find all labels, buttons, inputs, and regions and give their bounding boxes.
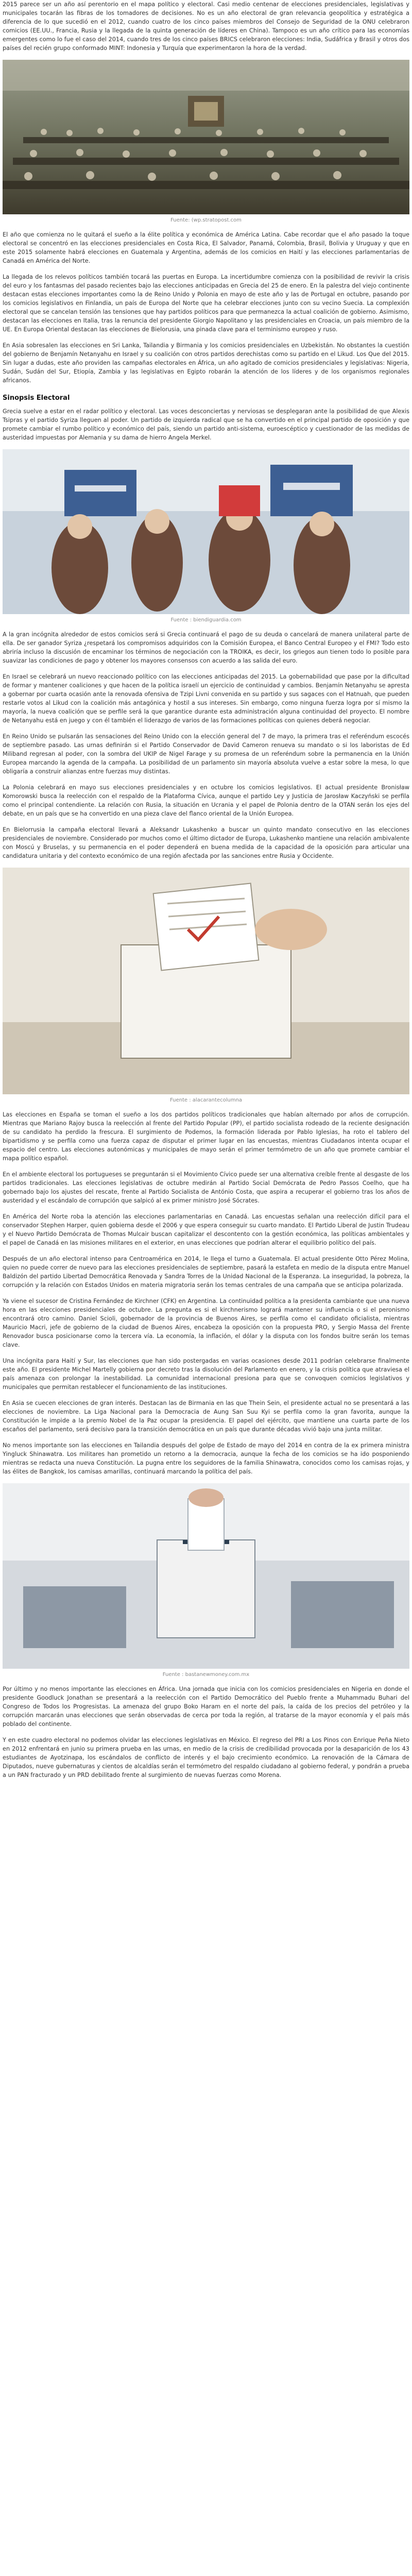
article-paragraph: Ya viene el sucesor de Cristina Fernández de Kirchner (CFK) en Argentina. La continuidad política a la presidenta cambiante que una nueva hora en las elecciones presidenciales de octubre. La pregunta es si el kirchnerismo logrará mantener su influencia o si el peronismo encontrará otro camino. Daniel Scioli, gobernador de la provincia de Buenos Aires, se perfila como el candidato oficialista, mientras Mauricio Macri, jefe de gobierno de la ciudad de Buenos Aires, encabeza la oposición con la propuesta PRO, y Sergio Massa del Frente Renovador busca posicionarse como la tercera vía. La economía, la inflación, el dólar y la disputa con los fondos buitre serán los temas clave. — [3, 1298, 409, 1348]
image-source: Fuente: (wp.stratopost.com — [170, 217, 242, 223]
article-paragraph: Y en este cuadro electoral no podemos olvidar las elecciones legislativas en México. El regreso del PRI a Los Pinos con Enrique Peña Nieto en 2012 enfrentará en junio su primera prueba en las urnas, en medio de la crisis de credibilidad provocada por la desaparición de los 43 estudiantes de Ayotzinapa, los escándalos de conflicto de interés y el bajo crecimiento económico. La renovación de la Cámara de Diputados, nueve gubernaturas y cientos de alcaldías serán el termómetro del respaldo ciudadano al gobierno federal, y pondrán a prueba a un PAN fracturado y un PRD debilitado frente al surgimiento de nuevas fuerzas como Morena. — [3, 1737, 409, 1778]
article-paragraph: Una incógnita para Haití y Sur, las elecciones que han sido postergadas en varias ocasiones desde 2011 podrían celebrarse finalmente este año. El presidente Michel Martelly gobierna por decreto tras la disolución del Parlamento en enero, y la crisis política que atraviesa el país amenaza con prolongar la inestabilidad. La comunidad internacional presiona para que se convoquen comicios legislativos y municipales que permitan restablecer el funcionamiento de las instituciones. — [3, 1358, 409, 1391]
section-heading: Sinopsis Electoral — [3, 394, 70, 402]
article-photo-ballot-box — [3, 868, 409, 1094]
image-source: Fuente : bastanewmoney.com.mx — [162, 1672, 250, 1677]
article-paragraph: Después de un año electoral intenso para Centroamérica en 2014, le llega el turno a Guatemala. El actual presidente Otto Pérez Molina, quien no puede correr de nuevo para las elecciones presidenciales de septiembre, pasará la estafeta en medio de la disputa entre Manuel Baldizón del partido Libertad Democrática Renovada y Sandra Torres de la Unidad Nacional de la Esperanza. La inseguridad, la pobreza, la corrupción y la relación con Estados Unidos en materia migratoria serán los temas centrales de una campaña que se anticipa polarizada. — [3, 1256, 409, 1289]
article-paragraph: En Asia sobresalen las elecciones en Sri Lanka, Tailandia y Birmania y los comicios presidenciales en Uzbekistán. No obstantes la cuestión del gobierno de Benjamín Netanyahu en Israel y su coalición con otros partidos derechistas como su partido en el Likud. Los Que del 2015. Sin lugar a dudas, este año providen las campañas electorales en África, un año agitado de comicios presidenciales y legislativas: Nigeria, Sudán, Sudán del Sur, Etiopía, Zambia y las legislativas en Egipto robarán la atención de los líderes y de los organismos regionales africanos. — [3, 342, 409, 384]
article-paragraph: La llegada de los relevos políticos también tocará las puertas en Europa. La incertidumbre comienza con la posibilidad de revivir la crisis del euro y los fantasmas del pasado recientes bajo las elecciones anticipadas en Grecia del 25 de enero. En la palestra del viejo continente destacan estas elecciones importantes como la de Reino Unido y Polonia en mayo de este año y las de Portugal en octubre, pasando por los comicios legislativos en Finlandia, un país de Europa del Norte que ha celebrar elecciones junto con su vecino Suecia. La complexión electoral que se cancelan tensión las tensiones que hay partidos políticos para que permanezca la actual coalición de gobierno. Asimismo, destacan las elecciones en Italia, tras la renuncia del presidente Giorgio Napolitano y las presidenciales en Croacia, un país miembro de la UE. En Europa Oriental destacan las elecciones de Bielorusia, una pinada clave para el terminismo europeo y ruso. — [3, 274, 409, 333]
voting-photo-illustration — [3, 1483, 409, 1669]
article-paragraph: En Asia se cuecen elecciones de gran interés. Destacan las de Birmania en las que Thein Sein, el presidente actual no se presentará a las elecciones de noviembre. La Liga Nacional para la Democracia de Aung San Suu Kyi se perfila como la gran favorita, aunque la Constitución le impide a la premio Nobel de la Paz ocupar la presidencia. El papel del ejército, que mantiene una cuarta parte de los escaños del parlamento, será decisivo para la transición democrática en un país que durante décadas vivió bajo una junta militar. — [3, 1400, 409, 1433]
article-paragraph: 2015 parece ser un año así perentorio en el mapa político y electoral. Casi medio centenar de elecciones presidenciales, legislativas y municipales tocarán las fibras de los tomadores de decisiones. No es un año electoral de gran relevancia geopolítica y estratégica a diferencia de lo que sucedió en el 2012, cuando cuatro de los cinco países miembros del Consejo de Seguridad de la ONU celebraron comicios (EE.UU., Francia, Rusia y la llegada de la quinta generación de líderes en China). Tampoco es un año crítico para las economías emergentes como lo fue el caso del 2014, cuando tres de los cinco países BRICS celebraron elecciones: India, Sudáfrica y Brasil y otros dos países del recién grupo conformado MINT: Indonesia y Turquía que experimentaron la hora de la verdad. — [3, 1, 409, 52]
article-paragraph: No menos importante son las elecciones en Tailandia después del golpe de Estado de mayo del 2014 en contra de la ex primera ministra Yingluck Shinawatra. Los militares han prometido un retorno a la democracia, aunque la fecha de los comicios se ha ido posponiendo mientras se redacta una nueva Constitución. La pugna entre los seguidores de la familia Shinawatra, conocidos como los camisas rojas, y las élites de Bangkok, los camisas amarillas, continuará marcando la política del país. — [3, 1442, 409, 1475]
parliament-photo-illustration — [3, 60, 409, 214]
article-photo-parliament — [3, 60, 409, 214]
article-photo-voting — [3, 1483, 409, 1669]
article-paragraph: En América del Norte roba la atención las elecciones parlamentarias en Canadá. Las encuestas señalan una reelección difícil para el conservador Stephen Harper, quien gobierna desde el 2006 y que espera conseguir su cuarto mandato. El Partido Liberal de Justin Trudeau y el Nuevo Partido Demócrata de Thomas Mulcair buscan capitalizar el descontento con la gestión económica, las políticas ambientales y el papel de Canadá en las misiones militares en el exterior, en unas elecciones que podrían alterar el equilibrio político del país. — [3, 1213, 409, 1246]
article-paragraph: En Israel se celebrará un nuevo reaccionado político con las elecciones anticipadas del 2015. La gobernabilidad que pase por la dificultad de formar y mantener coaliciones y que hacen de la política israelí un ejercicio de continuidad y cambios. Benjamín Netanyahu se apresta a gobernar por cuarta ocasión ante la renovada ofensiva de Tzipi Livni convenida en su partido y sus sagaces con el Hatnuah, que pueden restarle votos al Likud con la coalición más antagónica y hostil a sus intereses. Sin embargo, como ninguna fuerza logra por sí mismo la mayoría, la nueva coalición que se perfile será la que garantice durante esta administración alguna continuidad del proyecto. El nombre de Netanyahu está en juego y con él también el liderazgo de varios de las formaciones políticas con quienes deberá negociar. — [3, 673, 409, 724]
article-paragraph: La Polonia celebrará en mayo sus elecciones presidenciales y en octubre los comicios legislativos. El actual presidente Bronisław Komorowski busca la reelección con el respaldo de la Plataforma Cívica, aunque el partido Ley y Justicia de Jarosław Kaczyński se perfila como el principal contendiente. La relación con Rusia, la situación en Ucrania y el papel de Polonia dentro de la OTAN serán los ejes del debate, en un país que se ha convertido en una pieza clave del flanco oriental de la Unión Europea. — [3, 784, 409, 817]
ballot-photo-illustration — [3, 868, 409, 1094]
article-paragraph: A la gran incógnita alrededor de estos comicios será si Grecia continuará el pago de su deuda o cancelará de manera unilateral parte de ella. De ser ganador Syriza ¿respetará los compromisos adquiridos con la Comisión Europea, el Banco Central Europeo y el FMI? Todo esto abriría incluso la discusión de encaminar los términos de negociación con la TROIKA, es decir, los griegos aun tienen todo lo posible para suavizar las condiciones de pago y obtener los mayores consensos con acuerdo a las salida del euro. — [3, 631, 409, 664]
article-photo-rally — [3, 449, 409, 614]
article-paragraph: El año que comienza no le quitará el sueño a la élite política y económica de América Latina. Cabe recordar que el año pasado la toque electoral se concentró en las elecciones presidenciales en Costa Rica, El Salvador, Panamá, Colombia, Brasil, Bolivia y Uruguay y que en este 2015 solamente habrá elecciones en Guatemala y Argentina, además de los comicios en Haití y las elecciones parlamentarias de Canadá en América del Norte. — [3, 231, 409, 264]
article-paragraph: En Reino Unido se pulsarán las sensaciones del Reino Unido con la elección general del 7 de mayo, la primera tras el referéndum escocés de septiembre pasado. Las urnas definirán si el Partido Conservador de David Cameron renueva su mandato o si los laboristas de Ed Miliband regresan al poder, con la sombra del UKIP de Nigel Farage y su promesa de un referéndum sobre la permanencia en la Unión Europea marcando la agenda de la campaña. La posibilidad de un parlamento sin mayoría absoluta vuelve a estar sobre la mesa, lo que obligaría a construir alianzas entre fuerzas muy distintas. — [3, 733, 409, 775]
image-source: Fuente : biendiguardia.com — [170, 617, 242, 623]
article-paragraph: En el ambiente electoral los portugueses se preguntarán si el Movimiento Cívico puede ser una alternativa creíble frente al desgaste de los partidos tradicionales. Las elecciones legislativas de octubre medirán al Partido Social Demócrata de Pedro Passos Coelho, que ha gobernado bajo los ajustes del rescate, frente al Partido Socialista de António Costa, que aspira a recuperar el gobierno tras los años de austeridad y el escándalo de corrupción que salpicó al ex primer ministro José Sócrates. — [3, 1171, 409, 1204]
article-paragraph: En Bielorrusia la campaña electoral llevará a Aleksandr Lukashenko a buscar un quinto mandato consecutivo en las elecciones presidenciales de noviembre. Considerado por muchos como el último dictador de Europa, Lukashenko mantiene una relación ambivalente con Moscú y Bruselas, y su permanencia en el poder dependerá en buena medida de la capacidad de la oposición para articular una candidatura unitaria y del contexto económico de una región afectada por las sanciones entre Rusia y Occidente. — [3, 826, 409, 859]
article-paragraph: Por último y no menos importante las elecciones en África. Una jornada que inicia con los comicios presidenciales en Nigeria en donde el presidente Goodluck Jonathan se presentará a la reelección con el Partido Democrático del Pueblo frente a Muhammadu Buhari del Congreso de Todos los Progresistas. La amenaza del grupo Boko Haram en el norte del país, la caída de los precios del petróleo y la corrupción marcarán unas elecciones que serán observadas de cerca por toda la región, al tratarse de la mayor economía y el país más poblado del continente. — [3, 1686, 409, 1727]
rally-photo-illustration — [3, 449, 409, 614]
article-paragraph: Grecia suelve a estar en el radar político y electoral. Las voces desconciertas y nerviosas se desplegaran ante la posibilidad de que Alexis Tsipras y el partido Syriza lleguen al poder. Un partido de izquierda radical que se ha convertido en el principal partido de oposición y que promete cambiar el rumbo político y económico del país, siendo un partido anti-sistema, euroescéptico y cuestionador de las medidas de austeridad impuestas por Alemania y su dama de hierro Angela Merkel. — [3, 408, 409, 441]
article-paragraph: Las elecciones en España se toman el sueño a los dos partidos políticos tradicionales que habían alternado por años de corrupción. Mientras que Mariano Rajoy busca la reelección al frente del Partido Popular (PP), el partido socialista rodeado de la reciente designación de su candidato ha perdido la frescura. El surgimiento de Podemos, la formación liderada por Pablo Iglesias, ha roto el tablero del bipartidismo y se perfila como una fuerza capaz de disputar el primer lugar en las encuestas, mientras Ciudadanos intenta ocupar el espacio del centro. Las elecciones autonómicas y municipales de mayo serán el primer termómetro de un año que promete cambiar el mapa político español. — [3, 1111, 409, 1162]
image-source: Fuente : alacarantecolumna — [169, 1097, 243, 1103]
